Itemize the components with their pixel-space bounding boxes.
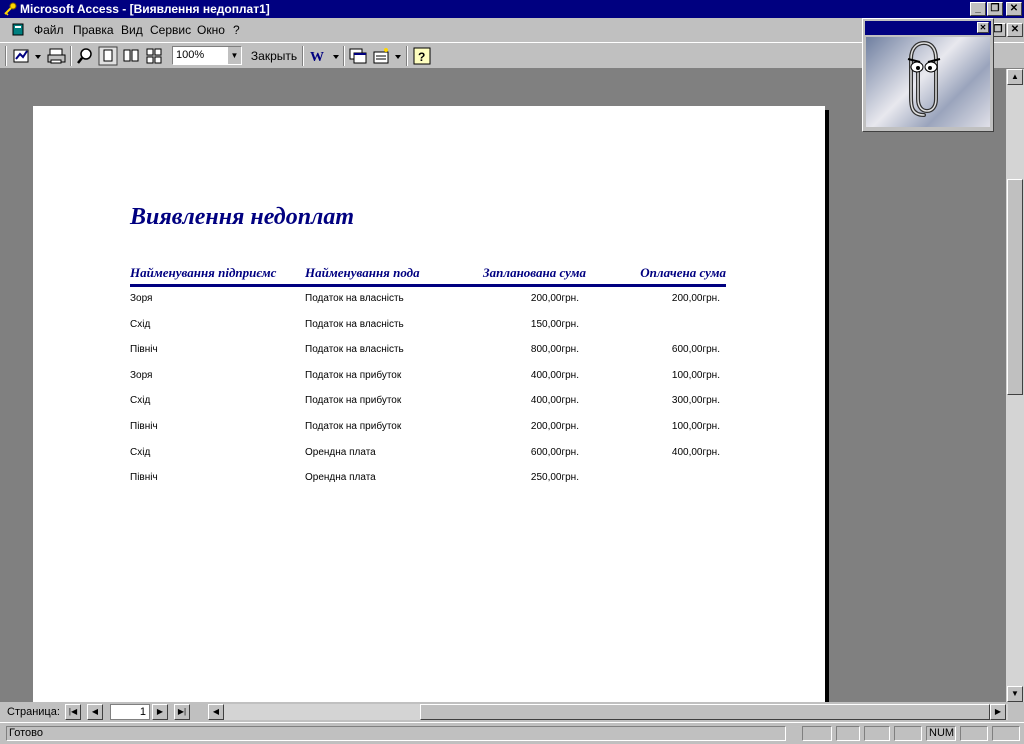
header-underline bbox=[130, 284, 726, 287]
column-header: Найменування підприємс bbox=[130, 265, 277, 280]
tax-name-cell: Податок на прибуток bbox=[305, 369, 402, 381]
window-title: Microsoft Access - [Виявлення недоплат1] bbox=[20, 2, 270, 16]
zoom-value: 100% bbox=[176, 49, 205, 61]
column-header: Оплачена сума bbox=[640, 265, 726, 280]
status-panel-empty bbox=[836, 726, 860, 741]
one-page-icon[interactable] bbox=[98, 46, 118, 66]
menu-tools[interactable]: Сервис bbox=[150, 23, 192, 37]
column-header: Запланована сума bbox=[483, 265, 586, 280]
next-page-button[interactable]: ▶ bbox=[152, 704, 168, 720]
title-bar bbox=[0, 0, 1024, 18]
status-panel-empty bbox=[864, 726, 890, 741]
paperclip-assistant-icon bbox=[866, 37, 990, 127]
tax-name-cell: Податок на власність bbox=[305, 318, 404, 330]
horizontal-scroll-thumb[interactable] bbox=[420, 704, 990, 720]
status-panel-empty bbox=[802, 726, 832, 741]
paid-sum-cell: 400,00грн. bbox=[671, 446, 720, 458]
status-panel-empty bbox=[992, 726, 1020, 741]
status-panel-empty bbox=[894, 726, 922, 741]
paid-sum-cell: 100,00грн. bbox=[671, 369, 720, 381]
planned-sum-cell: 150,00грн. bbox=[530, 318, 579, 330]
scroll-right-button[interactable]: ▶ bbox=[990, 704, 1006, 720]
company-cell: Зоря bbox=[130, 369, 153, 381]
preview-workspace bbox=[0, 69, 1006, 702]
page-number-input[interactable]: 1 bbox=[110, 704, 150, 720]
tax-name-cell: Орендна плата bbox=[305, 472, 376, 484]
report-page bbox=[33, 106, 825, 702]
toolbar-separator bbox=[343, 46, 345, 66]
help-icon[interactable] bbox=[412, 46, 432, 66]
assistant-caption bbox=[865, 21, 991, 35]
status-panel-empty bbox=[960, 726, 988, 741]
tax-name-cell: Податок на власність bbox=[305, 293, 404, 304]
page-label: Страница: bbox=[7, 706, 60, 718]
office-links-icon[interactable] bbox=[307, 46, 341, 66]
tax-name-cell: Орендна плата bbox=[305, 446, 376, 458]
assistant-close-button[interactable]: ✕ bbox=[977, 22, 989, 33]
num-lock-indicator: NUM bbox=[926, 726, 956, 741]
company-cell: Схід bbox=[130, 395, 151, 407]
two-pages-icon[interactable] bbox=[121, 46, 141, 66]
svg-text:?: ? bbox=[418, 50, 426, 64]
print-icon[interactable] bbox=[46, 46, 68, 66]
planned-sum-cell: 800,00грн. bbox=[530, 344, 579, 356]
planned-sum-cell: 400,00грн. bbox=[530, 369, 579, 381]
database-window-icon[interactable] bbox=[348, 46, 368, 66]
prev-page-button[interactable]: ◀ bbox=[87, 704, 103, 720]
planned-sum-cell: 250,00грн. bbox=[530, 472, 579, 484]
company-cell: Схід bbox=[130, 446, 151, 458]
menu-view[interactable]: Вид bbox=[121, 23, 143, 37]
paid-sum-cell: 200,00грн. bbox=[671, 293, 720, 304]
status-bar bbox=[0, 722, 1024, 744]
company-cell: Схід bbox=[130, 318, 151, 330]
planned-sum-cell: 200,00грн. bbox=[530, 421, 579, 432]
menu-window[interactable]: Окно bbox=[197, 23, 225, 37]
restore-button[interactable]: ❐ bbox=[987, 2, 1003, 16]
office-assistant[interactable] bbox=[862, 18, 994, 132]
vertical-scrollbar[interactable] bbox=[1006, 69, 1024, 702]
tax-name-cell: Податок на прибуток bbox=[305, 421, 402, 432]
close-button[interactable]: ✕ bbox=[1006, 2, 1022, 16]
last-page-button[interactable]: ▶| bbox=[174, 704, 190, 720]
close-preview-button[interactable]: Закрыть bbox=[250, 49, 298, 63]
company-cell: Північ bbox=[130, 421, 158, 432]
navigation-bar bbox=[0, 702, 1024, 722]
chevron-down-icon[interactable]: ▼ bbox=[227, 47, 241, 64]
paid-sum-cell: 600,00грн. bbox=[671, 344, 720, 356]
planned-sum-cell: 400,00грн. bbox=[530, 395, 579, 407]
scroll-down-button[interactable]: ▼ bbox=[1007, 686, 1023, 702]
column-header: Найменування пода bbox=[305, 265, 420, 280]
report-title: Виявлення недоплат bbox=[130, 204, 355, 230]
toolbar-separator bbox=[70, 46, 72, 66]
toolbar-grip bbox=[5, 46, 7, 66]
company-cell: Північ bbox=[130, 344, 158, 356]
paid-sum-cell: 100,00грн. bbox=[671, 421, 720, 432]
menu-help[interactable]: ? bbox=[233, 23, 240, 37]
planned-sum-cell: 600,00грн. bbox=[530, 446, 579, 458]
menu-file[interactable]: Файл bbox=[34, 23, 64, 37]
doc-close-button[interactable]: ✕ bbox=[1007, 23, 1023, 37]
minimize-button[interactable]: _ bbox=[970, 2, 986, 16]
toolbar-separator bbox=[302, 46, 304, 66]
new-object-icon[interactable] bbox=[371, 46, 403, 66]
paid-sum-cell: 300,00грн. bbox=[671, 395, 720, 407]
key-icon bbox=[3, 2, 17, 16]
assistant-view bbox=[866, 37, 990, 127]
company-cell: Зоря bbox=[130, 293, 153, 304]
magnifier-icon[interactable] bbox=[75, 46, 95, 66]
tax-name-cell: Податок на власність bbox=[305, 344, 404, 356]
scroll-left-button[interactable]: ◀ bbox=[208, 704, 224, 720]
doc-restore-button[interactable]: ❐ bbox=[990, 23, 1006, 37]
scroll-up-button[interactable]: ▲ bbox=[1007, 69, 1023, 85]
planned-sum-cell: 200,00грн. bbox=[530, 293, 579, 304]
status-text: Готово bbox=[6, 726, 786, 741]
company-cell: Північ bbox=[130, 472, 158, 484]
view-icon[interactable] bbox=[11, 46, 43, 66]
first-page-button[interactable]: |◀ bbox=[65, 704, 81, 720]
report-doc-icon[interactable] bbox=[12, 23, 24, 36]
tax-name-cell: Податок на прибуток bbox=[305, 395, 402, 407]
scroll-thumb[interactable] bbox=[1007, 179, 1023, 395]
zoom-select[interactable] bbox=[172, 46, 242, 65]
toolbar-separator bbox=[406, 46, 408, 66]
multiple-pages-icon[interactable] bbox=[144, 46, 164, 66]
svg-text:W: W bbox=[310, 50, 324, 65]
menu-edit[interactable]: Правка bbox=[73, 23, 114, 37]
